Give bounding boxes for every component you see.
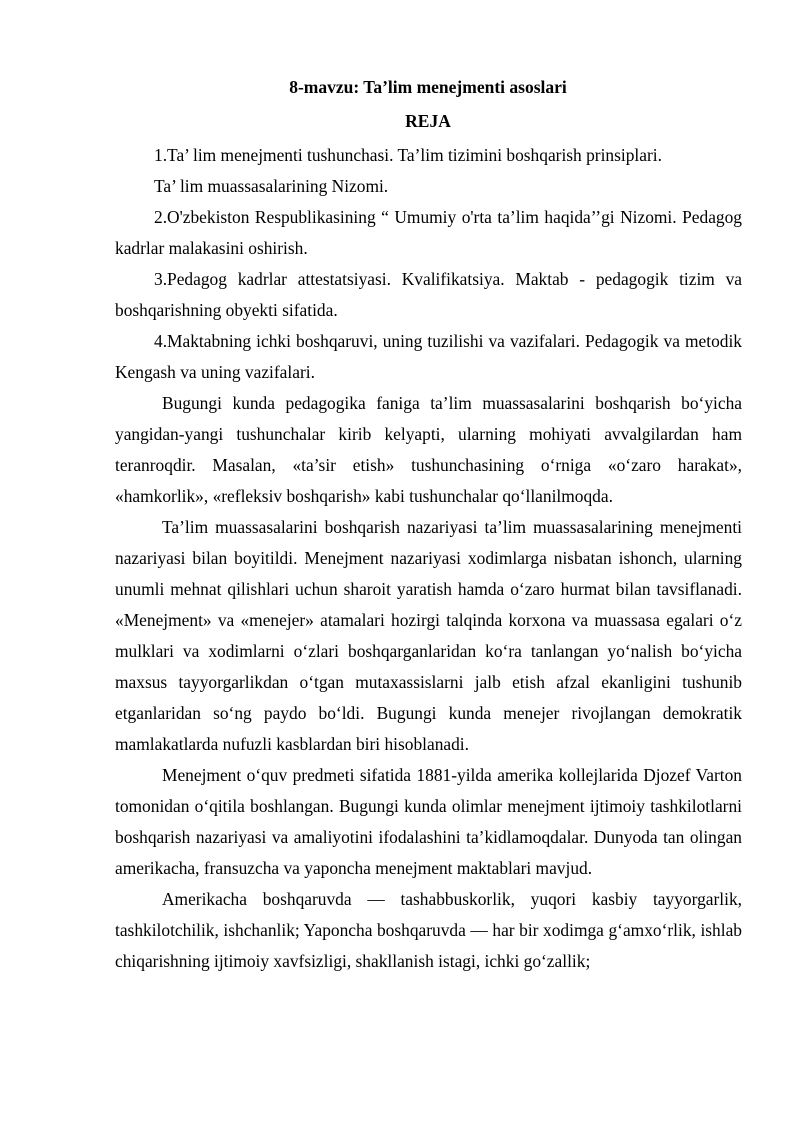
plan-item: 1.Ta’ lim menejmenti tushunchasi. Ta’lim tizimini boshqarish prinsiplari. [154,145,662,165]
plan-heading: REJA [405,111,451,131]
paragraph: Menejment o‘quv predmeti sifatida 1881-yilda amerika kollejlarida Djozef Varton tomonidan o‘qitila boshlangan. Bugungi kunda olimlar menejment ijtimoiy tashkilotlarni boshqarish nazariyasi va amaliyotini ifodalashini ta’kidlamoqdalar. Dunyoda tan olingan amerikacha, fransuzcha va yaponcha menejment maktablari mavjud. [115,765,742,878]
body-text [115,388,742,977]
document-body [115,140,742,977]
paragraph: Amerikacha boshqaruvda — tashabbuskorlik, yuqori kasbiy tayyorgarlik, tashkilotchilik, ishchanlik; Yaponcha boshqaruvda — har bir xodimga g‘amxo‘rlik, ishlab chiqarishning ijtimoiy xavfsizligi, shakllanish istagi, ichki go‘zallik; [115,889,742,971]
paragraph: Bugungi kunda pedagogika faniga ta’lim muassasalarini boshqarish bo‘yicha yangidan-yangi tushunchalar kirib kelyapti, ularning mohiyati avvalgilardan ham teranroqdir. Masalan, «ta’sir etish» tushunchasining o‘rniga «o‘zaro harakat», «hamkorlik», «refleksiv boshqarish» kabi tushunchalar qo‘llanilmoqda. [115,393,742,506]
plan-item: 3.Pedagog kadrlar attestatsiyasi. Kvalifikatsiya. Maktab - pedagogik tizim va boshqarishning obyekti sifatida. [115,269,742,320]
plan-item: 4.Maktabning ichki boshqaruvi, uning tuzilishi va vazifalari. Pedagogik va metodik Kengash va uning vazifalari. [115,331,742,382]
paragraph: Ta’lim muassasalarini boshqarish nazariyasi ta’lim muassasalarining menejmenti nazariyasi bilan boyitildi. Menejment nazariyasi xodimlarga nisbatan ishonch, ularning unumli mehnat qilishlari uchun sharoit yaratish hamda o‘zaro hurmat bilan tavsiflanadi. «Menejment» va «menejer» atamalari hozirgi talqinda korxona va muassasa egalari o‘z mulklari va xodimlarni o‘zlari boshqarganlaridan ko‘ra tanlangan yo‘nalish bo‘yicha maxsus tayyorgarlikdan o‘tgan mutaxassislarni jalb etish afzal ekanligini tushunib etganlaridan so‘ng paydo bo‘ldi. Bugungi kunda menejer rivojlangan demokratik mamlakatlarda nufuzli kasblardan biri hisoblanadi. [115,517,742,754]
plan-item: 2.O'zbekiston Respublikasining “ Umumiy o'rta ta’lim haqida’’gi Nizomi. Pedagog kadrlar malakasini oshirish. [115,207,742,258]
document-title: 8-mavzu: Ta’lim menejmenti asoslari [289,77,567,97]
plan-list [115,140,742,388]
plan-item: Ta’ lim muassasalarining Nizomi. [154,176,389,196]
